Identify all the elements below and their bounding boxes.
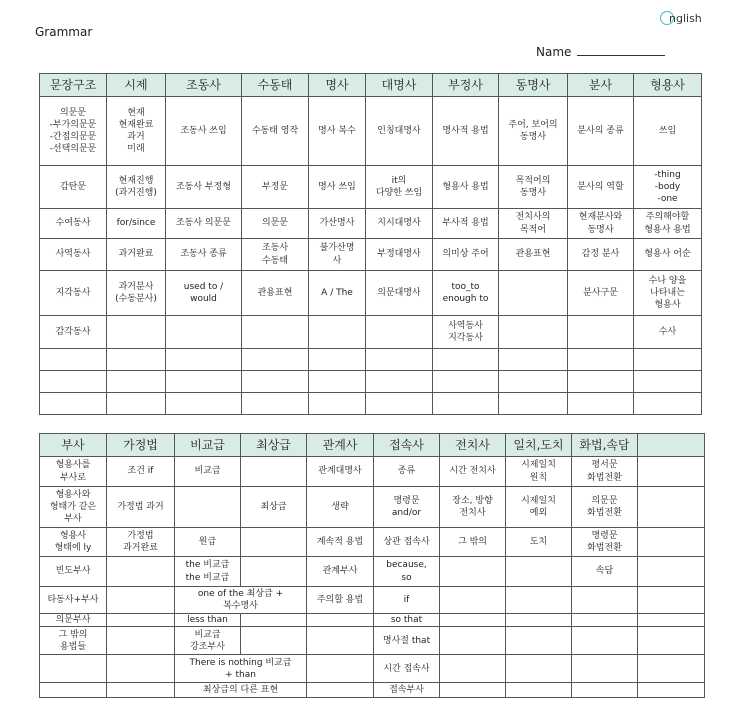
t2-cell: 형용사를 부사로 — [40, 457, 107, 487]
t1-cell — [309, 393, 366, 415]
t2-cell: 원급 — [175, 528, 241, 557]
t2-cell — [638, 627, 705, 655]
grammar-table-1 — [39, 73, 702, 415]
t1-cell: 분사구문 — [568, 271, 634, 316]
t1-cell — [499, 316, 568, 349]
t1-cell: 조동사 의문문 — [166, 209, 242, 239]
t1-cell: 수동태 영작 — [242, 97, 309, 166]
t2-cell: 도치 — [506, 528, 572, 557]
t2-cell — [572, 587, 638, 614]
t2-cell — [440, 614, 506, 627]
t1-header-cell: 조동사 — [166, 74, 242, 97]
t1-cell — [433, 371, 499, 393]
t2-cell: 그 밖의 용법들 — [40, 627, 107, 655]
t2-cell — [307, 683, 374, 698]
t1-header-cell: 명사 — [309, 74, 366, 97]
t1-cell: 의문문 -부가의문문 -간접의문문 -선택의문문 — [40, 97, 107, 166]
t1-cell: 주의해야할 형용사 용법 — [634, 209, 702, 239]
t1-cell: 지각동사 — [40, 271, 107, 316]
t2-cell: 시간 접속사 — [374, 655, 440, 683]
t1-cell — [366, 316, 433, 349]
t2-cell: so that — [374, 614, 440, 627]
t2-cell — [241, 614, 307, 627]
t2-cell — [107, 683, 175, 698]
t1-cell: A / The — [309, 271, 366, 316]
t1-cell — [634, 349, 702, 371]
t1-cell: 관용표현 — [242, 271, 309, 316]
t2-cell: 비교급 — [175, 457, 241, 487]
t1-cell: 형용사 어순 — [634, 239, 702, 271]
t1-cell — [107, 393, 166, 415]
t2-cell: 관계대명사 — [307, 457, 374, 487]
t2-cell — [506, 683, 572, 698]
t2-row — [40, 614, 705, 627]
t1-cell — [40, 393, 107, 415]
t1-row — [40, 271, 702, 316]
t1-cell: 조동사 쓰임 — [166, 97, 242, 166]
t2-cell: 비교급 강조부사 — [175, 627, 241, 655]
t2-cell: 생략 — [307, 487, 374, 528]
t2-cell — [107, 587, 175, 614]
t2-cell: 의문부사 — [40, 614, 107, 627]
t2-cell: There is nothing 비교급 + than — [175, 655, 307, 683]
t2-cell — [572, 614, 638, 627]
t2-row — [40, 627, 705, 655]
t2-cell — [506, 627, 572, 655]
t2-header-cell: 접속사 — [374, 434, 440, 457]
t2-cell — [241, 627, 307, 655]
t2-cell — [241, 457, 307, 487]
t2-cell: 속담 — [572, 557, 638, 587]
t2-header-cell: 부사 — [40, 434, 107, 457]
t2-cell — [638, 457, 705, 487]
t1-cell: 사역동사 — [40, 239, 107, 271]
t2-cell: because, so — [374, 557, 440, 587]
t2-cell — [307, 655, 374, 683]
t1-row — [40, 166, 702, 209]
t2-cell: 명사절 that — [374, 627, 440, 655]
t1-header-cell: 대명사 — [366, 74, 433, 97]
t2-cell: if — [374, 587, 440, 614]
t2-cell — [638, 487, 705, 528]
t1-cell: 과거완료 — [107, 239, 166, 271]
t1-cell: 형용사 용법 — [433, 166, 499, 209]
t1-cell: 의문문 — [242, 209, 309, 239]
t2-row — [40, 587, 705, 614]
t1-cell: 조동사 부정형 — [166, 166, 242, 209]
t1-cell — [242, 349, 309, 371]
t2-cell: 평서문 화법전환 — [572, 457, 638, 487]
t1-cell: 수사 — [634, 316, 702, 349]
t1-row — [40, 316, 702, 349]
t1-cell — [166, 371, 242, 393]
t1-cell: 주어, 보어의 동명사 — [499, 97, 568, 166]
t1-cell — [366, 393, 433, 415]
t1-cell: 수여동사 — [40, 209, 107, 239]
grammar-table-2 — [39, 433, 705, 698]
t1-cell: 조동사 수동태 — [242, 239, 309, 271]
t2-cell — [107, 627, 175, 655]
t1-cell — [499, 271, 568, 316]
t1-cell — [40, 349, 107, 371]
t1-cell: 감각동사 — [40, 316, 107, 349]
t2-cell: 최상급의 다른 표현 — [175, 683, 307, 698]
t1-cell: 현재분사와 동명사 — [568, 209, 634, 239]
t2-header-cell: 화법,속담 — [572, 434, 638, 457]
t1-cell: too_to enough to — [433, 271, 499, 316]
name-field — [536, 45, 665, 59]
t2-cell: 시제일치 예외 — [506, 487, 572, 528]
t2-header-cell: 최상급 — [241, 434, 307, 457]
t2-cell: 의문문 화법전환 — [572, 487, 638, 528]
t2-cell — [638, 683, 705, 698]
t2-cell — [638, 557, 705, 587]
t1-cell — [309, 371, 366, 393]
t1-cell: it의 다양한 쓰임 — [366, 166, 433, 209]
t1-cell: 목적어의 동명사 — [499, 166, 568, 209]
t2-header-cell: 가정법 — [107, 434, 175, 457]
t1-cell — [568, 349, 634, 371]
t1-cell: 인칭대명사 — [366, 97, 433, 166]
name-label: Name — [536, 45, 572, 59]
t1-cell: 과거분사 (수동분사) — [107, 271, 166, 316]
t1-cell — [166, 316, 242, 349]
t2-cell — [40, 655, 107, 683]
t1-header-cell: 부정사 — [433, 74, 499, 97]
t2-cell — [572, 655, 638, 683]
t2-cell — [107, 655, 175, 683]
t2-cell: 형용사 형태에 ly — [40, 528, 107, 557]
t1-row — [40, 349, 702, 371]
t1-cell — [499, 393, 568, 415]
english-logo — [660, 8, 720, 32]
t1-header-cell: 분사 — [568, 74, 634, 97]
t1-cell: 부사적 용법 — [433, 209, 499, 239]
t1-header-cell: 시제 — [107, 74, 166, 97]
t1-cell — [40, 371, 107, 393]
t2-cell: 주의할 용법 — [307, 587, 374, 614]
t1-row — [40, 393, 702, 415]
t1-cell: 명사적 용법 — [433, 97, 499, 166]
t2-cell — [572, 627, 638, 655]
t1-cell: -thing -body -one — [634, 166, 702, 209]
t2-cell: 명령문 화법전환 — [572, 528, 638, 557]
t2-cell — [638, 614, 705, 627]
t2-cell — [241, 528, 307, 557]
t2-cell — [440, 655, 506, 683]
t2-row — [40, 683, 705, 698]
t1-cell: 조동사 종류 — [166, 239, 242, 271]
t1-cell: 의문대명사 — [366, 271, 433, 316]
t2-cell: 상관 접속사 — [374, 528, 440, 557]
t1-cell — [433, 349, 499, 371]
t1-header-cell: 문장구조 — [40, 74, 107, 97]
t2-row — [40, 487, 705, 528]
t2-header-cell: 전치사 — [440, 434, 506, 457]
t1-cell — [242, 393, 309, 415]
t1-cell — [568, 316, 634, 349]
t1-cell: 감탄문 — [40, 166, 107, 209]
t2-cell — [40, 683, 107, 698]
t2-row — [40, 528, 705, 557]
t2-cell: 시간 전치사 — [440, 457, 506, 487]
t2-cell: 명령문 and/or — [374, 487, 440, 528]
t2-header-cell: 일치,도치 — [506, 434, 572, 457]
t2-cell: 관계부사 — [307, 557, 374, 587]
t1-row — [40, 371, 702, 393]
t2-cell — [506, 557, 572, 587]
t1-cell — [242, 371, 309, 393]
t1-cell: 지시대명사 — [366, 209, 433, 239]
logo-text: nglish — [669, 12, 702, 25]
t1-row — [40, 239, 702, 271]
t2-row — [40, 655, 705, 683]
t2-cell — [572, 683, 638, 698]
t1-cell — [107, 316, 166, 349]
t2-cell — [638, 528, 705, 557]
t1-cell — [433, 393, 499, 415]
t1-cell — [499, 349, 568, 371]
t2-cell: 시제일치 원칙 — [506, 457, 572, 487]
t1-cell — [366, 371, 433, 393]
t1-cell: 명사 복수 — [309, 97, 366, 166]
t2-cell: 접속부사 — [374, 683, 440, 698]
t2-cell: the 비교급 the 비교급 — [175, 557, 241, 587]
t1-cell: for/since — [107, 209, 166, 239]
t1-cell: 관용표현 — [499, 239, 568, 271]
t1-cell — [366, 349, 433, 371]
t1-cell: 부정문 — [242, 166, 309, 209]
page-title: Grammar — [35, 25, 93, 39]
t1-cell — [107, 371, 166, 393]
t2-cell — [307, 614, 374, 627]
t2-cell: 가정법 과거 — [107, 487, 175, 528]
t1-cell — [499, 371, 568, 393]
t1-cell — [309, 349, 366, 371]
t1-header-cell: 수동태 — [242, 74, 309, 97]
t1-cell — [568, 393, 634, 415]
t1-cell — [107, 349, 166, 371]
t2-cell — [440, 683, 506, 698]
t1-cell: 감정 분사 — [568, 239, 634, 271]
t1-cell: 의미상 주어 — [433, 239, 499, 271]
t1-cell — [309, 316, 366, 349]
t1-cell: 사역동사 지각동사 — [433, 316, 499, 349]
t2-cell — [175, 487, 241, 528]
t2-cell — [506, 655, 572, 683]
t1-row — [40, 209, 702, 239]
t2-cell — [107, 557, 175, 587]
t1-cell: 현재진행 (과거진행) — [107, 166, 166, 209]
t2-cell — [638, 587, 705, 614]
t1-cell: 분사의 역할 — [568, 166, 634, 209]
t2-cell — [440, 627, 506, 655]
t1-cell: 부정대명사 — [366, 239, 433, 271]
t2-cell: one of the 최상급 + 복수명사 — [175, 587, 307, 614]
t2-row — [40, 557, 705, 587]
t1-cell: 쓰임 — [634, 97, 702, 166]
t1-cell: 현재 현재완료 과거 미래 — [107, 97, 166, 166]
t2-cell: 장소, 방향 전치사 — [440, 487, 506, 528]
t2-cell: 계속적 용법 — [307, 528, 374, 557]
t2-cell — [107, 614, 175, 627]
t1-cell: 전치사의 목적어 — [499, 209, 568, 239]
t2-cell — [307, 627, 374, 655]
t2-cell: 형용사와 형태가 같은 부사 — [40, 487, 107, 528]
t1-cell: 명사 쓰임 — [309, 166, 366, 209]
t1-cell — [634, 371, 702, 393]
t2-row — [40, 457, 705, 487]
t2-cell — [638, 655, 705, 683]
t1-cell: 수나 양을 나타내는 형용사 — [634, 271, 702, 316]
t1-cell — [166, 393, 242, 415]
t2-cell: 그 밖의 — [440, 528, 506, 557]
t2-header-cell — [638, 434, 705, 457]
name-blank-line — [577, 45, 665, 56]
t2-cell — [241, 557, 307, 587]
t1-cell — [242, 316, 309, 349]
t2-cell: 조건 if — [107, 457, 175, 487]
t2-cell: 타동사+부사 — [40, 587, 107, 614]
t2-cell — [506, 614, 572, 627]
t1-cell: 분사의 종류 — [568, 97, 634, 166]
t1-cell: 불가산명 사 — [309, 239, 366, 271]
t1-cell: 가산명사 — [309, 209, 366, 239]
t2-cell: 빈도부사 — [40, 557, 107, 587]
t1-row — [40, 97, 702, 166]
t2-cell — [440, 587, 506, 614]
t2-header-cell: 비교급 — [175, 434, 241, 457]
t1-header-cell: 형용사 — [634, 74, 702, 97]
t2-header-cell: 관계사 — [307, 434, 374, 457]
t2-cell: less than — [175, 614, 241, 627]
t1-cell — [568, 371, 634, 393]
t1-cell — [166, 349, 242, 371]
t1-header-cell: 동명사 — [499, 74, 568, 97]
t2-cell: 최상급 — [241, 487, 307, 528]
t2-cell: 가정법 과거완료 — [107, 528, 175, 557]
t1-cell — [634, 393, 702, 415]
t1-cell: used to / would — [166, 271, 242, 316]
t2-cell: 종류 — [374, 457, 440, 487]
t2-cell — [440, 557, 506, 587]
t2-cell — [506, 587, 572, 614]
